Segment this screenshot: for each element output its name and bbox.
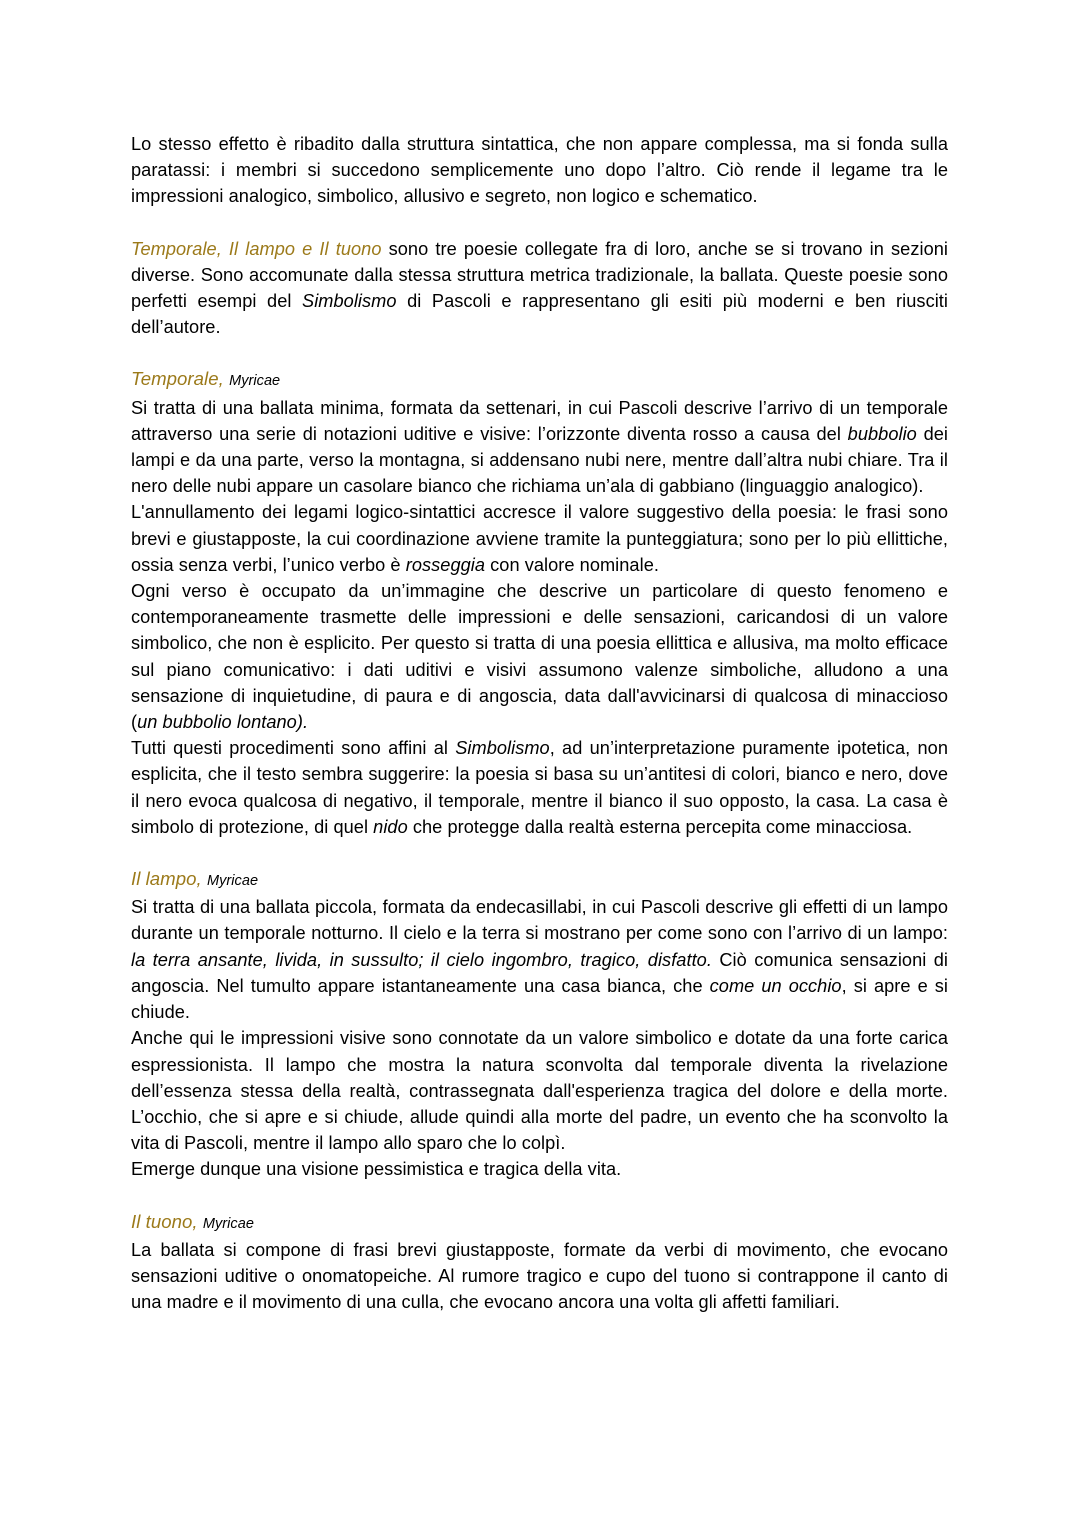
section-heading-tuono: Il tuono, Myricae (131, 1210, 254, 1232)
temporale-paragraph-1: Si tratta di una ballata minima, formata da settenari, in cui Pascoli descrive l’arrivo di un temporale attraverso una serie di notazioni uditive e visive: l’orizzonte diventa rosso a causa del bubbolio dei lampi e da una parte, verso la montagna, si addensano nubi nere, mentre dall’altra nubi chiare. Tra il nero delle nubi appare un casolare bianco che richiama un’ala di gabbiano (linguaggio analogico). (131, 397, 948, 497)
section-heading-lampo: Il lampo, Myricae (131, 868, 259, 890)
document-page (131, 131, 948, 1315)
lampo-paragraph-2: Anche qui le impressioni visive sono connotate da un valore simbolico e dotate da una forte carica espressionista. Il lampo che mostra la natura sconvolta dal temporale diventa la rivelazione dell’essenza stessa della realtà, contrassegnata dall'esperienza tragica del dolore e della morte. L’occhio, che si apre e si chiude, allude quindi alla morte del padre, un evento che ha sconvolto la vita di Pascoli, mentre il lampo allo sparo che lo colpì. (131, 1028, 948, 1154)
lampo-paragraph-3: Emerge dunque una visione pessimistica e tragica della vita. (131, 1159, 622, 1180)
temporale-paragraph-2: L'annullamento dei legami logico-sintattici accresce il valore suggestivo della poesia: le frasi sono brevi e giustapposte, la cui coordinazione avviene tramite la punteggiatura; sono per lo più ellittiche, ossia senza verbi, l’unico verbo è rosseggia con valore nominale. (131, 502, 948, 575)
source-label: Myricae (229, 373, 281, 390)
tuono-paragraph-1: La ballata si compone di frasi brevi giustapposte, formate da verbi di movimento, che evocano sensazioni uditive o onomatopeiche. Al rumore tragico e cupo del tuono si contrappone il canto di una madre e il movimento di una culla, che evocano ancora una volta gli affetti familiari. (131, 1239, 948, 1313)
temporale-paragraph-3: Ogni verso è occupato da un’immagine che descrive un particolare di questo fenomeno e contemporaneamente trasmette delle impressioni e delle sensazioni, caricandosi di un valore simbolico, che non è esplicito. Per questo si tratta di una poesia ellittica e allusiva, ma molto efficace sul piano comunicativo: i dati uditivi e visivi assumono valenze simboliche, alludono a una sensazione di inquietudine, di paura e di angoscia, data dall'avvicinarsi di qualcosa di minaccioso (un bubbolio lontano). (131, 581, 948, 733)
lampo-paragraph-1: Si tratta di una ballata piccola, formata da endecasillabi, in cui Pascoli descrive gli effetti di un lampo durante un temporale notturno. Il cielo e la terra si mostrano per come sono con l’arrivo di un lampo: la terra ansante, livida, in sussulto; il cielo ingombro, tragico, disfatto. Ciò comunica sensazioni di angoscia. Nel tumulto appare istantaneamente una casa bianca, che come un occhio, si apre e si chiude. (131, 897, 949, 1023)
intro-paragraph: Lo stesso effetto è ribadito dalla struttura sintattica, che non appare complessa, ma si fonda sulla paratassi: i membri si succedono semplicemente uno dopo l’altro. Ciò rende il legame tra le impressioni analogico, simbolico, allusivo e segreto, non logico e schematico. (131, 134, 948, 207)
source-label: Myricae (202, 1215, 254, 1232)
section-heading-temporale: Temporale, Myricae (131, 368, 281, 390)
poems-overview-paragraph: Temporale, Il lampo e Il tuono sono tre poesie collegate fra di loro, anche se si trovano in sezioni diverse. Sono accomunate dalla stessa struttura metrica tradizionale, la ballata. Queste poesie sono perfetti esempi del Simbolismo di Pascoli e rappresentano gli esiti più moderni e ben riusciti dell’autore. (131, 238, 948, 338)
poem-titles-highlight: Temporale, Il lampo e Il tuono (131, 238, 382, 259)
temporale-paragraph-4: Tutti questi procedimenti sono affini al Simbolismo, ad un’interpretazione puramente ipotetica, non esplicita, che il testo sembra suggerire: la poesia si basa su un’antitesi di colori, bianco e nero, dove il nero evoca qualcosa di negativo, il temporale, mentre il bianco il suo opposto, la casa. La casa è simbolo di protezione, di quel nido che protegge dalla realtà esterna percepita come minacciosa. (131, 738, 949, 837)
source-label: Myricae (206, 873, 259, 890)
